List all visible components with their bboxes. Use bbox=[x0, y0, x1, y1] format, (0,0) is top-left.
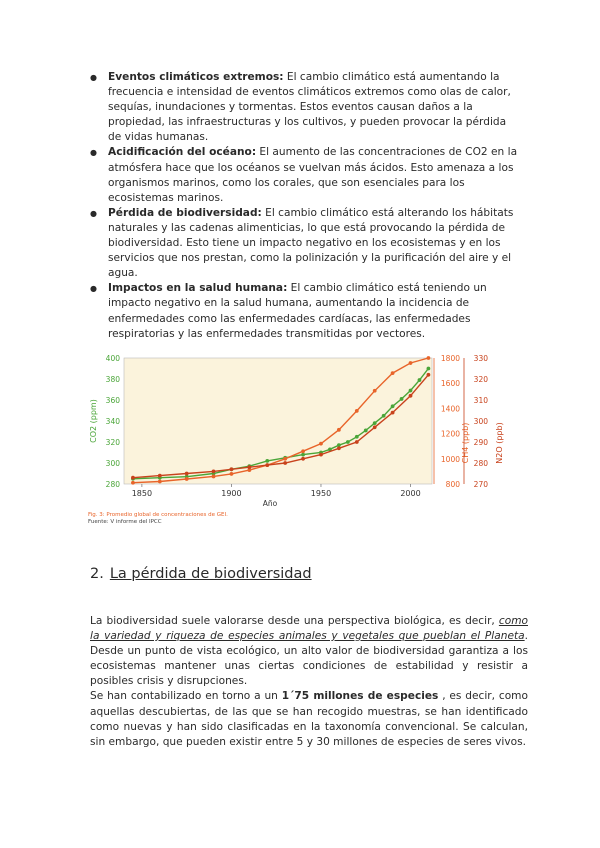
co2-data-point bbox=[364, 429, 368, 433]
co2-tick-label: 360 bbox=[105, 396, 120, 405]
impact-bullet-list bbox=[90, 70, 522, 342]
n2o-data-point bbox=[427, 373, 431, 377]
co2-tick-label: 320 bbox=[105, 438, 120, 447]
ch4-data-point bbox=[409, 361, 413, 365]
paragraph-text: , es decir, como aquellas descubiertas, de las que se han recogido muestras, se han identificado como nuevas y han sido clasificadas en la taxonomía convencional. Se calculan, sin embargo, que pueden existir entre 5 y 30 millones de especies de seres vivos. bbox=[90, 690, 528, 748]
co2-tick-label: 280 bbox=[105, 480, 120, 489]
co2-tick-label: 300 bbox=[105, 459, 120, 468]
ch4-tick-label: 800 bbox=[445, 480, 460, 489]
section-title: La pérdida de biodiversidad bbox=[109, 566, 312, 582]
co2-tick-label: 380 bbox=[105, 375, 120, 384]
ch4-tick-label: 1600 bbox=[440, 379, 460, 389]
bullet-human-health bbox=[90, 281, 522, 341]
ch4-data-point bbox=[283, 457, 287, 461]
ch4-tick-label: 1800 bbox=[440, 354, 460, 363]
ch4-data-point bbox=[301, 449, 305, 453]
n2o-data-point bbox=[301, 457, 305, 461]
x-tick-label: 1950 bbox=[310, 489, 332, 498]
bullet-text: El cambio climático está alterando los hábitats naturales y las cadenas alimenticias, lo que está provocando la pérdida de biodiversidad. Esto tiene un impacto negativo en los ecosistemas y en los servicios que nos prestan, como la polinización y la purificación del aire y el agua. bbox=[108, 206, 514, 280]
n2o-data-point bbox=[283, 461, 287, 465]
ch4-data-point bbox=[212, 475, 216, 479]
paragraph bbox=[90, 614, 528, 689]
bullet-term: Eventos climáticos extremos: bbox=[108, 71, 284, 83]
n2o-data-point bbox=[265, 463, 269, 467]
n2o-tick-label: 270 bbox=[473, 480, 488, 489]
ch4-data-point bbox=[391, 371, 395, 375]
bullet-text: El cambio climático está teniendo un impacto negativo en la salud humana, aumentando la incidencia de enfermedades como las enfermedades cardíacas, las enfermedades respiratorias y las enfermedades transmitidas por vectores. bbox=[108, 282, 487, 340]
co2-data-point bbox=[382, 414, 386, 418]
co2-data-point bbox=[265, 459, 269, 463]
paragraph-text: . Desde un punto de vista ecológico, un alto valor de biodiversidad garantiza a los ecosistemas mantener unas ciertas condiciones de estabilidad y resistir a posibles crisis y disrupciones. bbox=[90, 630, 528, 688]
ghg-concentration-chart bbox=[86, 352, 506, 508]
ch4-tick-label: 1200 bbox=[440, 429, 460, 439]
n2o-data-point bbox=[319, 453, 323, 457]
n2o-tick-label: 310 bbox=[473, 396, 488, 405]
bullet-term: Acidificación del océano: bbox=[108, 146, 257, 159]
co2-data-point bbox=[418, 378, 422, 382]
ch4-tick-label: 1000 bbox=[440, 454, 460, 464]
ch4-data-point bbox=[427, 356, 431, 360]
x-axis-label: Año bbox=[262, 499, 278, 508]
bullet-text: El aumento de las concentraciones de CO2 en la atmósfera hace que los océanos se vuelvan más ácidos. Esto amenaza a los organismos marinos, como los corales, que son esenciales para los ecosistemas marinos. bbox=[108, 146, 518, 204]
co2-tick-label: 400 bbox=[105, 354, 120, 363]
species-count: 1´75 millones de especies bbox=[281, 690, 439, 703]
co2-axis-label: CO2 (ppm) bbox=[89, 399, 98, 443]
x-tick-label: 1850 bbox=[131, 489, 153, 498]
ch4-data-point bbox=[185, 477, 189, 481]
n2o-tick-label: 320 bbox=[473, 375, 488, 384]
n2o-data-point bbox=[373, 425, 377, 429]
ch4-data-point bbox=[319, 442, 323, 446]
n2o-data-point bbox=[158, 474, 162, 478]
caption-source: Fuente: V informe del IPCC bbox=[88, 519, 162, 525]
n2o-tick-label: 300 bbox=[473, 417, 488, 426]
n2o-data-point bbox=[185, 472, 189, 476]
co2-data-point bbox=[409, 389, 413, 393]
n2o-data-point bbox=[212, 470, 216, 474]
n2o-data-point bbox=[230, 467, 234, 471]
co2-data-point bbox=[301, 453, 305, 457]
n2o-data-point bbox=[391, 411, 395, 415]
caption-prefix: Fig. 3: bbox=[88, 512, 105, 518]
bullet-biodiversity-loss bbox=[90, 206, 522, 281]
x-tick-label: 2000 bbox=[400, 489, 421, 498]
co2-data-point bbox=[391, 404, 395, 408]
ch4-data-point bbox=[230, 472, 234, 476]
n2o-data-point bbox=[337, 446, 341, 450]
paragraph-text: La biodiversidad suele valorarse desde una perspectiva biológica, es decir, bbox=[90, 615, 499, 627]
co2-data-point bbox=[400, 397, 404, 401]
n2o-tick-label: 290 bbox=[473, 438, 488, 447]
bullet-term: Pérdida de biodiversidad: bbox=[108, 206, 262, 219]
ch4-data-point bbox=[337, 428, 341, 432]
body-text bbox=[90, 614, 528, 750]
ch4-tick-label: 1400 bbox=[440, 404, 460, 414]
ch4-data-point bbox=[131, 481, 135, 485]
bullet-extreme-events bbox=[90, 70, 522, 145]
section-number: 2. bbox=[90, 566, 104, 582]
plot-background bbox=[124, 358, 432, 484]
bullet-text: El cambio climático está aumentando la frecuencia e intensidad de eventos climáticos extremos como olas de calor, sequías, inundaciones y tormentas. Estos eventos causan daños a la propiedad, las infraestructuras y los cultivos, y pueden provocar la pérdida de vidas humanas. bbox=[108, 71, 511, 144]
n2o-data-point bbox=[409, 394, 413, 398]
ch4-data-point bbox=[355, 409, 359, 413]
co2-tick-label: 340 bbox=[105, 417, 120, 426]
bullet-term: Impactos en la salud humana: bbox=[108, 282, 288, 295]
bullet-ocean-acidification bbox=[90, 145, 522, 205]
n2o-data-point bbox=[247, 465, 251, 469]
ch4-data-point bbox=[373, 389, 377, 393]
co2-data-point bbox=[355, 435, 359, 439]
n2o-tick-label: 330 bbox=[473, 354, 488, 363]
n2o-data-point bbox=[131, 476, 135, 480]
definition-emphasis: como la variedad y riqueza de especies animales y vegetales que pueblan el Planeta bbox=[90, 615, 528, 643]
paragraph bbox=[90, 689, 528, 749]
x-tick-label: 1900 bbox=[221, 489, 242, 498]
co2-data-point bbox=[427, 367, 431, 371]
figure-caption bbox=[88, 512, 228, 526]
caption-title: Promedio global de concentraciones de GEI. bbox=[104, 512, 228, 518]
n2o-tick-label: 280 bbox=[473, 459, 488, 468]
co2-data-point bbox=[346, 440, 350, 444]
n2o-data-point bbox=[355, 440, 359, 444]
ch4-data-point bbox=[158, 480, 162, 484]
n2o-axis-label: N2O (ppb) bbox=[495, 422, 504, 464]
paragraph-text: Se han contabilizado en torno a un bbox=[90, 690, 282, 703]
ch4-axis-label: CH4 (ppb) bbox=[461, 422, 470, 464]
section-heading bbox=[90, 566, 312, 582]
co2-data-point bbox=[373, 421, 377, 425]
